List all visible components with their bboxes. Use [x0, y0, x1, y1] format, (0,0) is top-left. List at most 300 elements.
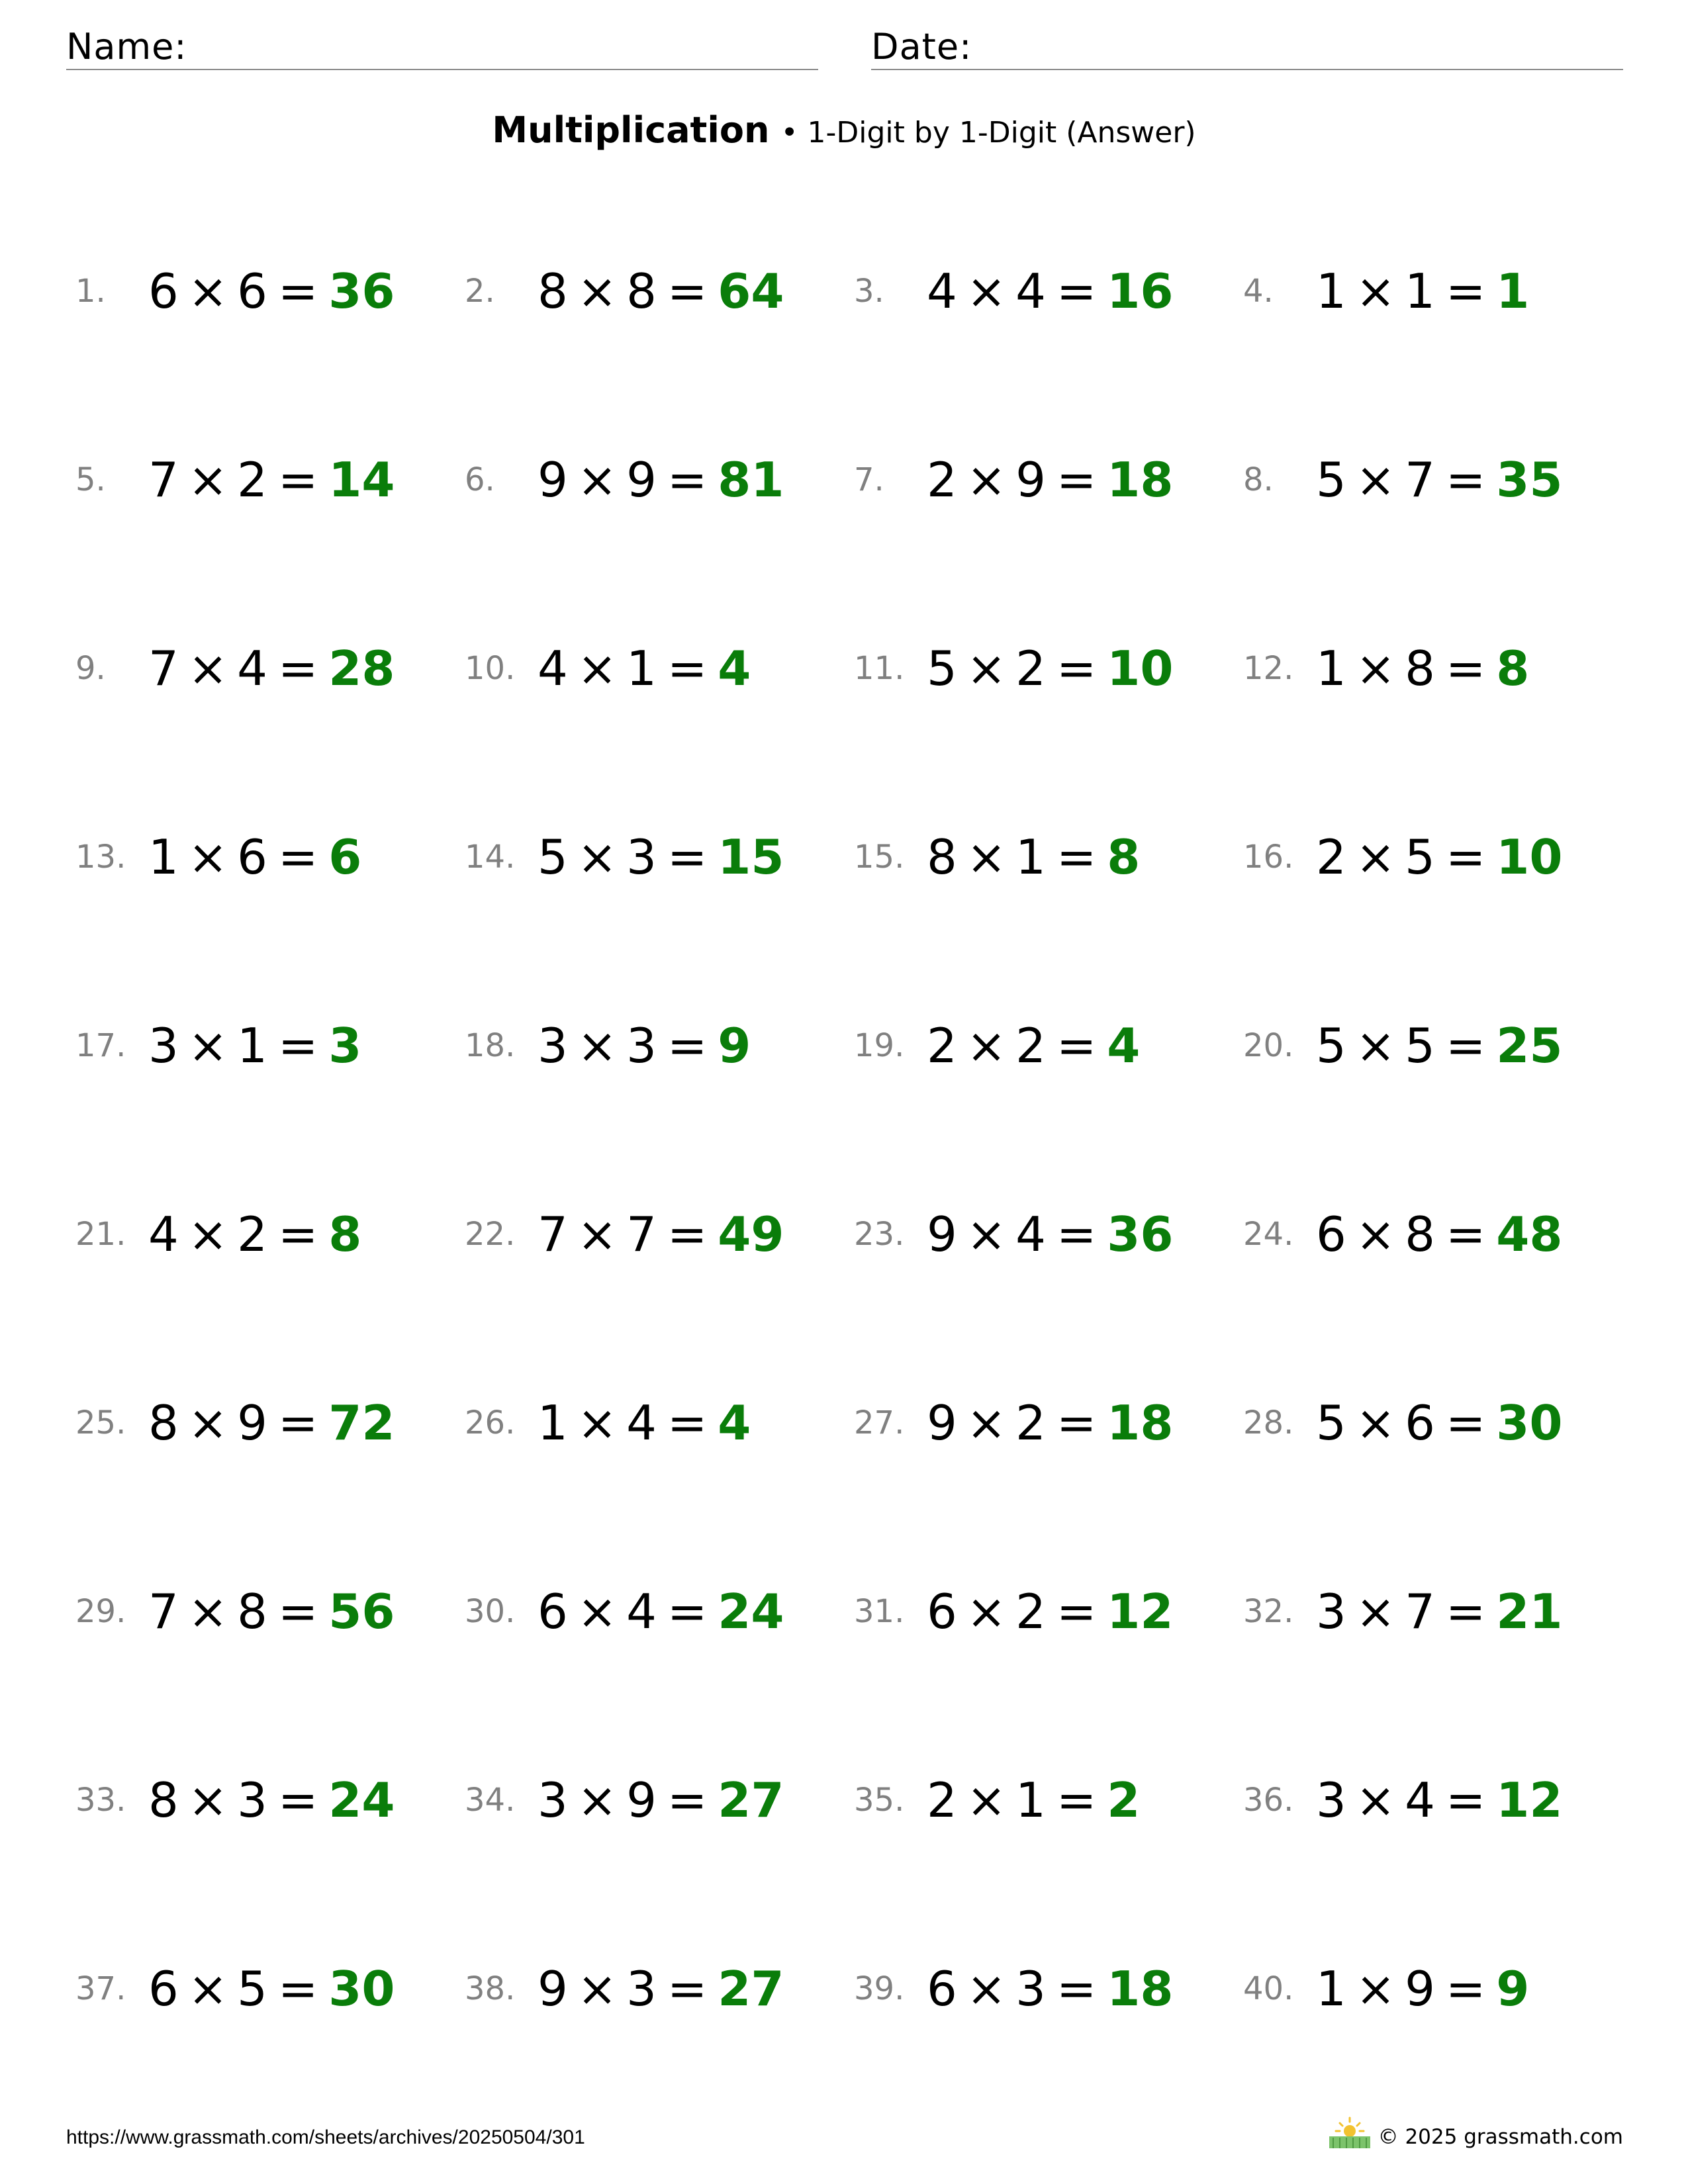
- problem-expression: [148, 641, 395, 696]
- operand-b: 9: [626, 1772, 657, 1828]
- operand-a: 6: [148, 1961, 179, 2017]
- problem-number: 22.: [465, 1216, 516, 1253]
- problem-expression: [538, 1018, 751, 1073]
- equals-sign: =: [1445, 641, 1486, 696]
- times-sign: ×: [187, 1395, 228, 1451]
- answer: 49: [718, 1206, 784, 1262]
- answer: 8: [328, 1206, 362, 1262]
- operand-b: 6: [237, 263, 267, 319]
- equals-sign: =: [1056, 452, 1097, 508]
- times-sign: ×: [577, 641, 618, 696]
- problem-item: [75, 448, 446, 514]
- operand-b: 4: [1015, 263, 1046, 319]
- problem-item: [1243, 825, 1614, 891]
- name-label: Name:: [66, 26, 187, 68]
- operand-b: 7: [1405, 1584, 1435, 1639]
- problem-expression: [538, 641, 751, 696]
- equals-sign: =: [1445, 263, 1486, 319]
- problem-expression: [148, 263, 395, 319]
- operand-b: 9: [1015, 452, 1046, 508]
- times-sign: ×: [966, 1772, 1007, 1828]
- problem-item: [465, 1580, 835, 1646]
- problem-item: [1243, 1768, 1614, 1835]
- problem-item: [854, 1014, 1225, 1080]
- problem-expression: [927, 829, 1140, 885]
- times-sign: ×: [966, 641, 1007, 696]
- operand-b: 5: [1405, 829, 1435, 885]
- problem-number: 27.: [854, 1404, 905, 1441]
- footer-url[interactable]: https://www.grassmath.com/sheets/archives/20250504/301: [66, 2126, 585, 2148]
- problem-expression: [1316, 829, 1562, 885]
- equals-sign: =: [1445, 452, 1486, 508]
- operand-b: 6: [237, 829, 267, 885]
- problem-number: 16.: [1243, 839, 1294, 876]
- problem-number: 35.: [854, 1782, 905, 1819]
- problem-number: 6.: [465, 461, 495, 498]
- equals-sign: =: [667, 452, 708, 508]
- times-sign: ×: [187, 829, 228, 885]
- problem-number: 38.: [465, 1970, 516, 2007]
- equals-sign: =: [667, 263, 708, 319]
- equals-sign: =: [1056, 1395, 1097, 1451]
- operand-a: 9: [927, 1395, 957, 1451]
- problem-item: [1243, 637, 1614, 703]
- operand-a: 3: [538, 1772, 568, 1828]
- problem-number: 17.: [75, 1027, 126, 1064]
- operand-a: 5: [1316, 1018, 1346, 1073]
- answer: 72: [328, 1395, 395, 1451]
- problem-expression: [1316, 1961, 1529, 2017]
- problem-expression: [148, 1206, 361, 1262]
- operand-a: 6: [148, 263, 179, 319]
- times-sign: ×: [966, 1961, 1007, 2017]
- operand-a: 3: [1316, 1772, 1346, 1828]
- problem-number: 2.: [465, 273, 495, 310]
- times-sign: ×: [187, 1961, 228, 2017]
- equals-sign: =: [667, 1395, 708, 1451]
- operand-a: 9: [538, 1961, 568, 2017]
- equals-sign: =: [277, 829, 318, 885]
- problem-item: [465, 448, 835, 514]
- operand-b: 1: [1015, 829, 1046, 885]
- equals-sign: =: [1445, 1961, 1486, 2017]
- answer: 36: [328, 263, 395, 319]
- answer: 18: [1107, 452, 1174, 508]
- problem-expression: [538, 829, 784, 885]
- operand-a: 5: [1316, 1395, 1346, 1451]
- problem-number: 7.: [854, 461, 884, 498]
- operand-a: 1: [148, 829, 179, 885]
- equals-sign: =: [1056, 1772, 1097, 1828]
- problem-number: 11.: [854, 650, 905, 687]
- problem-expression: [1316, 452, 1562, 508]
- times-sign: ×: [1355, 1395, 1396, 1451]
- operand-a: 2: [927, 1018, 957, 1073]
- operand-a: 1: [538, 1395, 568, 1451]
- problem-expression: [148, 1584, 395, 1639]
- problem-item: [854, 637, 1225, 703]
- times-sign: ×: [1355, 829, 1396, 885]
- equals-sign: =: [277, 263, 318, 319]
- operand-a: 7: [148, 641, 179, 696]
- problem-number: 19.: [854, 1027, 905, 1064]
- problem-expression: [927, 1206, 1173, 1262]
- problem-number: 31.: [854, 1593, 905, 1630]
- equals-sign: =: [1056, 641, 1097, 696]
- operand-a: 7: [148, 1584, 179, 1639]
- problem-number: 14.: [465, 839, 516, 876]
- problem-expression: [1316, 1018, 1562, 1073]
- answer: 30: [328, 1961, 395, 2017]
- operand-b: 4: [626, 1395, 657, 1451]
- problem-expression: [1316, 1584, 1562, 1639]
- problem-expression: [148, 1772, 395, 1828]
- problem-number: 24.: [1243, 1216, 1294, 1253]
- operand-b: 3: [1015, 1961, 1046, 2017]
- equals-sign: =: [277, 641, 318, 696]
- problem-expression: [927, 1584, 1173, 1639]
- equals-sign: =: [667, 1018, 708, 1073]
- times-sign: ×: [966, 1018, 1007, 1073]
- problem-item: [75, 259, 446, 326]
- equals-sign: =: [1445, 1584, 1486, 1639]
- problem-item: [75, 1768, 446, 1835]
- operand-a: 4: [538, 641, 568, 696]
- times-sign: ×: [966, 263, 1007, 319]
- operand-a: 9: [927, 1206, 957, 1262]
- operand-a: 8: [538, 263, 568, 319]
- problem-item: [75, 1580, 446, 1646]
- equals-sign: =: [1056, 829, 1097, 885]
- problem-expression: [538, 1584, 784, 1639]
- times-sign: ×: [966, 1395, 1007, 1451]
- problem-item: [465, 1203, 835, 1269]
- operand-b: 9: [626, 452, 657, 508]
- times-sign: ×: [577, 452, 618, 508]
- problem-item: [1243, 1391, 1614, 1457]
- answer: 24: [328, 1772, 395, 1828]
- answer: 21: [1496, 1584, 1563, 1639]
- equals-sign: =: [1056, 1584, 1097, 1639]
- answer: 4: [1107, 1018, 1141, 1073]
- operand-b: 3: [237, 1772, 267, 1828]
- problem-expression: [1316, 1206, 1562, 1262]
- times-sign: ×: [577, 1584, 618, 1639]
- problem-number: 9.: [75, 650, 106, 687]
- times-sign: ×: [187, 1206, 228, 1262]
- times-sign: ×: [577, 1772, 618, 1828]
- answer: 28: [328, 641, 395, 696]
- problem-item: [854, 259, 1225, 326]
- operand-a: 4: [927, 263, 957, 319]
- problem-item: [75, 825, 446, 891]
- operand-a: 3: [1316, 1584, 1346, 1639]
- times-sign: ×: [1355, 452, 1396, 508]
- operand-b: 8: [1405, 1206, 1435, 1262]
- answer: 18: [1107, 1961, 1174, 2017]
- problem-item: [465, 637, 835, 703]
- operand-a: 6: [927, 1961, 957, 2017]
- times-sign: ×: [577, 1018, 618, 1073]
- times-sign: ×: [187, 641, 228, 696]
- times-sign: ×: [577, 263, 618, 319]
- problem-item: [854, 448, 1225, 514]
- problem-item: [854, 1768, 1225, 1835]
- answer: 15: [718, 829, 784, 885]
- problem-number: 4.: [1243, 273, 1274, 310]
- problem-expression: [1316, 263, 1529, 319]
- problem-number: 8.: [1243, 461, 1274, 498]
- operand-a: 4: [148, 1206, 179, 1262]
- equals-sign: =: [277, 1206, 318, 1262]
- answer: 14: [328, 452, 395, 508]
- problem-expression: [927, 1018, 1140, 1073]
- answer: 56: [328, 1584, 395, 1639]
- equals-sign: =: [1445, 829, 1486, 885]
- answer: 8: [1107, 829, 1141, 885]
- problem-number: 29.: [75, 1593, 126, 1630]
- problem-expression: [927, 263, 1173, 319]
- problem-item: [1243, 1014, 1614, 1080]
- operand-b: 2: [1015, 641, 1046, 696]
- operand-a: 6: [538, 1584, 568, 1639]
- answer: 12: [1107, 1584, 1174, 1639]
- operand-a: 1: [1316, 1961, 1346, 2017]
- operand-a: 6: [927, 1584, 957, 1639]
- equals-sign: =: [1445, 1395, 1486, 1451]
- answer: 4: [718, 1395, 751, 1451]
- operand-a: 3: [148, 1018, 179, 1073]
- problem-item: [75, 637, 446, 703]
- problem-number: 10.: [465, 650, 516, 687]
- times-sign: ×: [1355, 1772, 1396, 1828]
- times-sign: ×: [1355, 1584, 1396, 1639]
- problem-item: [465, 259, 835, 326]
- operand-a: 3: [538, 1018, 568, 1073]
- problem-expression: [148, 829, 361, 885]
- times-sign: ×: [966, 1584, 1007, 1639]
- operand-a: 5: [1316, 452, 1346, 508]
- problem-expression: [538, 263, 784, 319]
- operand-a: 8: [148, 1395, 179, 1451]
- equals-sign: =: [277, 452, 318, 508]
- problem-number: 28.: [1243, 1404, 1294, 1441]
- equals-sign: =: [667, 1772, 708, 1828]
- times-sign: ×: [187, 1018, 228, 1073]
- operand-a: 5: [538, 829, 568, 885]
- operand-a: 1: [1316, 641, 1346, 696]
- answer: 36: [1107, 1206, 1174, 1262]
- equals-sign: =: [277, 1018, 318, 1073]
- answer: 81: [718, 452, 784, 508]
- answer: 25: [1496, 1018, 1563, 1073]
- problem-expression: [1316, 1395, 1562, 1451]
- problem-item: [854, 1957, 1225, 2023]
- operand-b: 7: [1405, 452, 1435, 508]
- problem-number: 33.: [75, 1782, 126, 1819]
- problem-expression: [1316, 641, 1529, 696]
- problem-expression: [538, 1772, 784, 1828]
- times-sign: ×: [966, 1206, 1007, 1262]
- problem-expression: [927, 1961, 1173, 2017]
- answer: 12: [1496, 1772, 1563, 1828]
- operand-b: 8: [1405, 641, 1435, 696]
- answer: 16: [1107, 263, 1174, 319]
- answer: 2: [1107, 1772, 1141, 1828]
- problem-number: 20.: [1243, 1027, 1294, 1064]
- equals-sign: =: [667, 641, 708, 696]
- equals-sign: =: [1056, 1961, 1097, 2017]
- grass-sun-logo-icon: [1327, 2114, 1373, 2151]
- problem-number: 39.: [854, 1970, 905, 2007]
- problem-number: 34.: [465, 1782, 516, 1819]
- operand-b: 1: [1405, 263, 1435, 319]
- problem-expression: [538, 452, 784, 508]
- times-sign: ×: [1355, 641, 1396, 696]
- times-sign: ×: [577, 1206, 618, 1262]
- operand-a: 7: [148, 452, 179, 508]
- answer: 1: [1496, 263, 1530, 319]
- operand-a: 2: [927, 452, 957, 508]
- answer: 10: [1107, 641, 1174, 696]
- footer-copyright: © 2025 grassmath.com: [1378, 2125, 1623, 2149]
- title-main: Multiplication: [492, 109, 770, 151]
- operand-b: 4: [626, 1584, 657, 1639]
- problem-number: 36.: [1243, 1782, 1294, 1819]
- problem-item: [1243, 1957, 1614, 2023]
- problem-expression: [927, 1395, 1173, 1451]
- problem-number: 5.: [75, 461, 106, 498]
- operand-a: 8: [148, 1772, 179, 1828]
- times-sign: ×: [966, 452, 1007, 508]
- times-sign: ×: [966, 829, 1007, 885]
- equals-sign: =: [1445, 1206, 1486, 1262]
- equals-sign: =: [1445, 1018, 1486, 1073]
- equals-sign: =: [277, 1584, 318, 1639]
- equals-sign: =: [667, 1961, 708, 2017]
- problem-expression: [538, 1206, 784, 1262]
- operand-b: 8: [626, 263, 657, 319]
- operand-b: 1: [1015, 1772, 1046, 1828]
- answer: 4: [718, 641, 751, 696]
- equals-sign: =: [1056, 1018, 1097, 1073]
- answer: 64: [718, 263, 784, 319]
- operand-b: 6: [1405, 1395, 1435, 1451]
- problem-number: 25.: [75, 1404, 126, 1441]
- problem-item: [854, 1391, 1225, 1457]
- equals-sign: =: [667, 1584, 708, 1639]
- operand-b: 3: [626, 1018, 657, 1073]
- problem-expression: [148, 1961, 395, 2017]
- equals-sign: =: [667, 829, 708, 885]
- problem-number: 12.: [1243, 650, 1294, 687]
- answer: 9: [1496, 1961, 1530, 2017]
- problem-number: 30.: [465, 1593, 516, 1630]
- operand-b: 1: [626, 641, 657, 696]
- equals-sign: =: [277, 1395, 318, 1451]
- problem-number: 13.: [75, 839, 126, 876]
- problem-expression: [538, 1961, 784, 2017]
- title-sub: • 1-Digit by 1-Digit (Answer): [780, 116, 1196, 150]
- problem-number: 40.: [1243, 1970, 1294, 2007]
- problem-number: 1.: [75, 273, 106, 310]
- problem-expression: [1316, 1772, 1562, 1828]
- answer: 27: [718, 1961, 784, 2017]
- problem-expression: [927, 1772, 1140, 1828]
- operand-b: 8: [237, 1584, 267, 1639]
- operand-b: 4: [237, 641, 267, 696]
- times-sign: ×: [1355, 263, 1396, 319]
- answer: 27: [718, 1772, 784, 1828]
- times-sign: ×: [187, 1584, 228, 1639]
- operand-a: 1: [1316, 263, 1346, 319]
- answer: 10: [1496, 829, 1563, 885]
- answer: 6: [328, 829, 362, 885]
- times-sign: ×: [1355, 1206, 1396, 1262]
- problem-number: 21.: [75, 1216, 126, 1253]
- answer: 24: [718, 1584, 784, 1639]
- problem-expression: [927, 452, 1173, 508]
- equals-sign: =: [277, 1961, 318, 2017]
- answer: 35: [1496, 452, 1563, 508]
- operand-b: 9: [1405, 1961, 1435, 2017]
- problem-number: 26.: [465, 1404, 516, 1441]
- problem-item: [854, 825, 1225, 891]
- problem-item: [465, 1957, 835, 2023]
- problem-item: [75, 1957, 446, 2023]
- equals-sign: =: [277, 1772, 318, 1828]
- operand-b: 4: [1405, 1772, 1435, 1828]
- operand-b: 7: [626, 1206, 657, 1262]
- answer: 18: [1107, 1395, 1174, 1451]
- problem-item: [465, 1391, 835, 1457]
- operand-b: 9: [237, 1395, 267, 1451]
- problem-expression: [148, 1395, 395, 1451]
- times-sign: ×: [577, 1395, 618, 1451]
- problem-item: [75, 1203, 446, 1269]
- operand-b: 1: [237, 1018, 267, 1073]
- problem-expression: [148, 1018, 361, 1073]
- times-sign: ×: [1355, 1018, 1396, 1073]
- answer: 48: [1496, 1206, 1563, 1262]
- answer: 9: [718, 1018, 751, 1073]
- operand-b: 2: [237, 1206, 267, 1262]
- problem-item: [854, 1580, 1225, 1646]
- problem-item: [854, 1203, 1225, 1269]
- operand-a: 8: [927, 829, 957, 885]
- problem-item: [1243, 1580, 1614, 1646]
- problem-item: [75, 1391, 446, 1457]
- problem-item: [1243, 1203, 1614, 1269]
- operand-a: 7: [538, 1206, 568, 1262]
- answer: 3: [328, 1018, 362, 1073]
- times-sign: ×: [1355, 1961, 1396, 2017]
- problem-number: 32.: [1243, 1593, 1294, 1630]
- operand-b: 3: [626, 1961, 657, 2017]
- operand-a: 9: [538, 452, 568, 508]
- times-sign: ×: [187, 1772, 228, 1828]
- operand-a: 2: [1316, 829, 1346, 885]
- problem-item: [465, 1768, 835, 1835]
- problem-number: 15.: [854, 839, 905, 876]
- equals-sign: =: [1445, 1772, 1486, 1828]
- operand-b: 2: [237, 452, 267, 508]
- operand-a: 6: [1316, 1206, 1346, 1262]
- answer: 8: [1496, 641, 1530, 696]
- operand-b: 2: [1015, 1395, 1046, 1451]
- problem-item: [75, 1014, 446, 1080]
- problem-number: 23.: [854, 1216, 905, 1253]
